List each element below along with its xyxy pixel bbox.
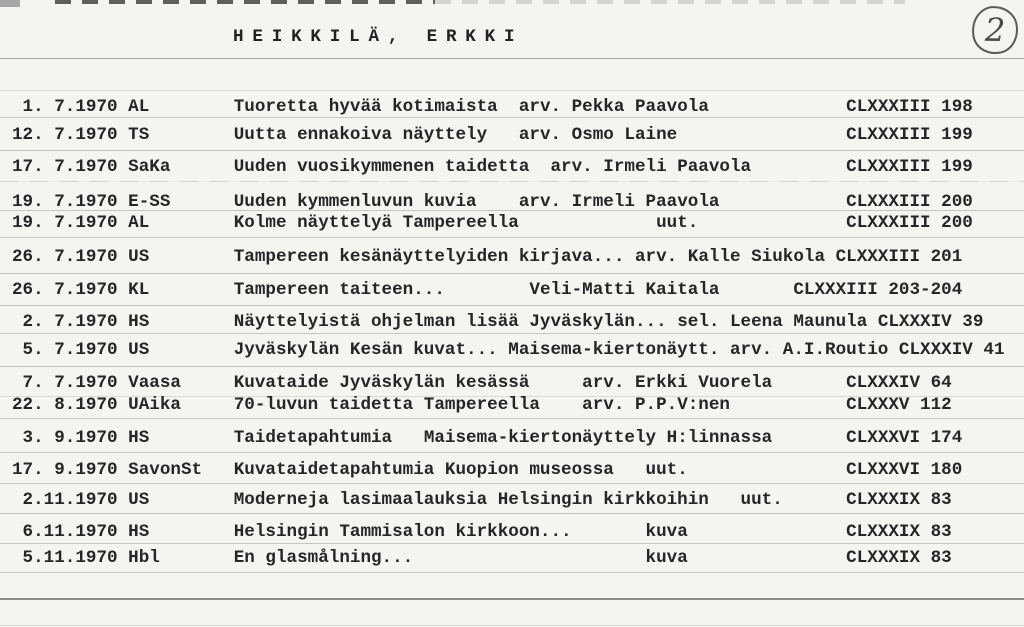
entry-note: kuva: [645, 522, 688, 542]
entry-ref: CLXXXIII 201: [835, 247, 963, 267]
ruled-line: [0, 625, 1024, 626]
card-header-name: HEIKKILÄ, ERKKI: [233, 27, 524, 47]
ruled-line: [0, 366, 1024, 367]
entry-note: uut.: [656, 213, 699, 233]
scan-edge-artifact: [435, 0, 905, 4]
entry-note: arv. Erkki Vuorela: [582, 373, 773, 393]
entry-paper: US: [128, 490, 150, 510]
entry-title: Näyttelyistä ohjelman lisää Jyväskylän...: [233, 312, 667, 332]
ruled-line: [0, 150, 1024, 151]
catalog-row: [12, 395, 952, 415]
entry-paper: Hbl: [128, 548, 160, 568]
entry-date: 5.11.1970: [12, 548, 118, 568]
catalog-row: [12, 280, 962, 300]
ruled-line: [0, 333, 1024, 334]
entry-title: Kolme näyttelyä Tampereella: [233, 213, 519, 233]
ruled-line: [0, 483, 1024, 484]
entry-title: Taidetapahtumia: [233, 428, 393, 448]
entry-date: 1. 7.1970: [12, 97, 118, 117]
entry-paper: AL: [128, 213, 150, 233]
ruled-line: [0, 237, 1024, 238]
entry-date: 2. 7.1970: [12, 312, 118, 332]
entry-date: 3. 9.1970: [12, 428, 118, 448]
entry-paper: US: [128, 247, 150, 267]
ruled-line: [0, 58, 1024, 59]
scan-edge-artifact: [55, 0, 435, 4]
catalog-row: [12, 192, 973, 212]
entry-paper: UAika: [128, 395, 181, 415]
catalog-row: [12, 490, 952, 510]
entry-ref: CLXXXIII 203-204: [793, 280, 963, 300]
catalog-row: [12, 97, 973, 117]
ruled-line: [0, 90, 1024, 91]
entry-paper: KL: [128, 280, 150, 300]
entry-date: 22. 8.1970: [12, 395, 118, 415]
entry-note: arv. Irmeli Paavola: [550, 157, 752, 177]
entry-date: 5. 7.1970: [12, 340, 118, 360]
catalog-row: [12, 548, 952, 568]
catalog-row: [12, 157, 973, 177]
entry-date: 19. 7.1970: [12, 192, 118, 212]
entry-date: 6.11.1970: [12, 522, 118, 542]
ruled-line: [0, 598, 1024, 600]
ruled-line: [0, 572, 1024, 573]
entry-paper: AL: [128, 97, 150, 117]
entry-date: 26. 7.1970: [12, 280, 118, 300]
ruled-line: [0, 452, 1024, 453]
catalog-row: [12, 428, 962, 448]
entry-ref: CLXXXIV 64: [846, 373, 952, 393]
catalog-row: [12, 522, 952, 542]
entry-ref: CLXXXIV 39: [877, 312, 984, 332]
scan-corner-artifact: [0, 0, 20, 7]
entry-note: arv. P.P.V:nen: [582, 395, 730, 415]
catalog-row: [12, 340, 1005, 360]
page-number: 2: [984, 10, 1006, 50]
ruled-line: [0, 273, 1024, 274]
entry-note: arv. A.I.Routio: [729, 340, 889, 360]
entry-title: Uuden kymmenluvun kuvia: [233, 192, 477, 212]
entry-ref: CLXXXV 112: [846, 395, 952, 415]
entry-ref: CLXXXIII 199: [846, 157, 973, 177]
ruled-line: [0, 305, 1024, 306]
entry-ref: CLXXXVI 174: [846, 428, 963, 448]
entry-note: arv. Irmeli Paavola: [518, 192, 720, 212]
entry-note: uut.: [645, 460, 688, 480]
entry-note: uut.: [740, 490, 783, 510]
entry-note: arv. Osmo Laine: [518, 125, 678, 145]
entry-ref: CLXXXIII 200: [846, 192, 973, 212]
entry-note: Veli-Matti Kaitala: [529, 280, 720, 300]
entry-ref: CLXXXIX 83: [846, 490, 952, 510]
entry-ref: CLXXXIX 83: [846, 522, 952, 542]
entry-title: Tuoretta hyvää kotimaista: [233, 97, 498, 117]
entry-note: Maisema-kiertonäyttely H:linnassa: [423, 428, 773, 448]
entry-title: Jyväskylän Kesän kuvat... Maisema-kiertonäytt.: [233, 340, 720, 360]
entry-title: En glasmålning...: [233, 548, 414, 568]
ruled-line: [0, 543, 1024, 544]
entry-paper: TS: [128, 125, 150, 145]
page-number-badge: [970, 4, 1020, 56]
entry-ref: CLXXXIX 83: [846, 548, 952, 568]
entry-note: arv. Kalle Siukola: [634, 247, 826, 267]
entry-ref: CLXXXIII 200: [846, 213, 973, 233]
entry-date: 19. 7.1970: [12, 213, 118, 233]
entry-title: Moderneja lasimaalauksia Helsingin kirkkoihin: [233, 490, 709, 510]
entry-date: 2.11.1970: [12, 490, 118, 510]
catalog-row: [12, 213, 973, 233]
catalog-row: [12, 312, 983, 332]
entry-date: 7. 7.1970: [12, 373, 118, 393]
entry-note: sel. Leena Maunula: [677, 312, 868, 332]
entry-title: Uutta ennakoiva näyttely: [233, 125, 488, 145]
entry-paper: HS: [128, 312, 150, 332]
ruled-line: [0, 513, 1024, 514]
ruled-line: [0, 418, 1024, 419]
entry-title: Kuvataide Jyväskylän kesässä: [233, 373, 530, 393]
entry-ref: CLXXXVI 180: [846, 460, 963, 480]
ruled-line: [0, 117, 1024, 118]
catalog-row: [12, 373, 952, 393]
entry-paper: US: [128, 340, 150, 360]
entry-date: 17. 7.1970: [12, 157, 118, 177]
entry-ref: CLXXXIII 198: [846, 97, 973, 117]
entry-title: 70-luvun taidetta Tampereella: [233, 395, 540, 415]
ruled-line: [0, 181, 1024, 182]
entry-paper: HS: [128, 428, 150, 448]
entry-date: 12. 7.1970: [12, 125, 118, 145]
entry-paper: HS: [128, 522, 150, 542]
entry-note: kuva: [645, 548, 688, 568]
entry-paper: SavonSt: [128, 460, 203, 480]
entry-paper: SaKa: [128, 157, 171, 177]
entry-paper: E-SS: [128, 192, 171, 212]
entry-title: Tampereen taiteen...: [233, 280, 445, 300]
entry-title: Helsingin Tammisalon kirkkoon...: [233, 522, 572, 542]
entry-date: 17. 9.1970: [12, 460, 118, 480]
entry-title: Kuvataidetapahtumia Kuopion museossa: [233, 460, 614, 480]
entry-date: 26. 7.1970: [12, 247, 118, 267]
catalog-row: [12, 125, 973, 145]
catalog-row: [12, 460, 962, 480]
entry-paper: Vaasa: [128, 373, 181, 393]
entry-note: arv. Pekka Paavola: [518, 97, 709, 117]
entry-ref: CLXXXIII 199: [846, 125, 973, 145]
entry-ref: CLXXXIV 41: [898, 340, 1005, 360]
catalog-row: [12, 247, 962, 267]
entry-title: Tampereen kesänäyttelyiden kirjava...: [233, 247, 625, 267]
entry-title: Uuden vuosikymmenen taidetta: [233, 157, 530, 177]
